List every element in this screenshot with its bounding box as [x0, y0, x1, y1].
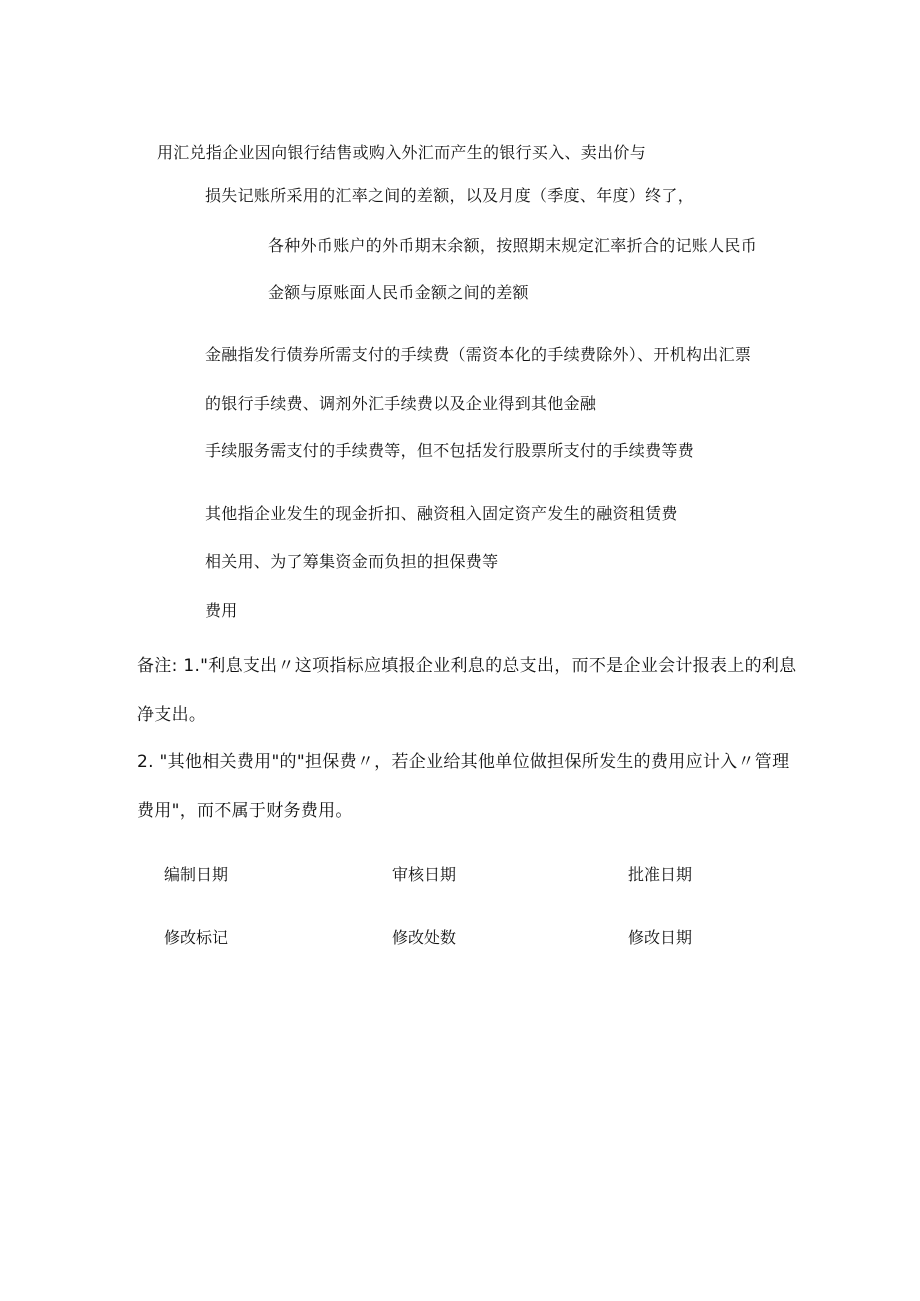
revision-mark-label: 修改标记 — [164, 928, 229, 947]
other-expense-line-2: 相关用、为了筹集资金而负担的担保费等 — [205, 552, 499, 571]
revision-date-label: 修改日期 — [628, 928, 693, 947]
exchange-text-line-2: 损失记账所采用的汇率之间的差额，以及月度（季度、年度）终了， — [205, 186, 695, 205]
note-1-line-1: 备注: 1."利息支出〃这项指标应填报企业利息的总支出，而不是企业会计报表上的利息 — [137, 656, 797, 676]
exchange-text-line-4: 金额与原账面人民币金额之间的差额 — [268, 283, 529, 302]
finance-fee-line-2: 的银行手续费、调剂外汇手续费以及企业得到其他金融 — [205, 394, 597, 413]
review-date-label: 审核日期 — [392, 865, 457, 884]
other-expense-line-3: 费用 — [205, 601, 238, 620]
finance-fee-line-1: 金融指发行债券所需支付的手续费（需资本化的手续费除外）、开机构出汇票 — [205, 345, 752, 364]
approve-date-label: 批准日期 — [628, 865, 693, 884]
exchange-text-line-3: 各种外币账户的外币期末余额，按照期末规定汇率折合的记账人民币 — [268, 236, 758, 255]
note-2-line-1: 2. "其他相关费用"的"担保费〃，若企业给其他单位做担保所发生的费用应计入〃管理 — [137, 752, 790, 772]
compile-date-label: 编制日期 — [164, 865, 229, 884]
other-expense-line-1: 其他指企业发生的现金折扣、融资租入固定资产发生的融资租赁费 — [205, 504, 678, 523]
finance-fee-line-3: 手续服务需支付的手续费等，但不包括发行股票所支付的手续费等费 — [205, 441, 695, 460]
note-1-line-2: 净支出。 — [137, 705, 207, 725]
revision-count-label: 修改处数 — [392, 928, 457, 947]
note-2-line-2: 费用"，而不属于财务费用。 — [137, 801, 353, 821]
exchange-text-line-1: 用汇兑指企业因向银行结售或购入外汇而产生的银行买入、卖出价与 — [157, 143, 647, 162]
